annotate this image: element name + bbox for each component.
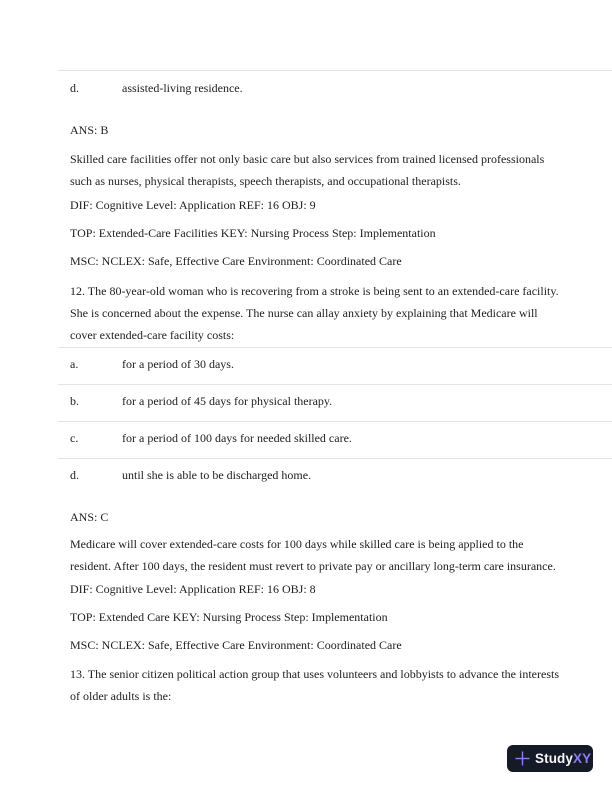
logo-text bbox=[535, 751, 591, 766]
dif-line: DIF: Cognitive Level: Application REF: 16 OBJ: 9 bbox=[70, 198, 316, 212]
answer-label: ANS: B bbox=[70, 123, 109, 137]
logo-text-primary: Study bbox=[535, 751, 574, 766]
answer-option-row bbox=[58, 384, 612, 421]
option-text: for a period of 100 days for needed skilled care. bbox=[122, 431, 352, 445]
answer-label: ANS: C bbox=[70, 510, 109, 524]
answer-option-row bbox=[58, 70, 612, 96]
answer-option-row bbox=[58, 458, 612, 495]
option-letter: a. bbox=[70, 357, 79, 371]
option-letter: b. bbox=[70, 394, 79, 408]
top-line: TOP: Extended Care KEY: Nursing Process Step: Implementation bbox=[70, 610, 388, 624]
rationale-text: Medicare will cover extended-care costs for 100 days while skilled care is being applied to the resident. After 100 days, the resident must revert to private pay or ancillary long-term care insurance. bbox=[70, 537, 556, 573]
option-text: for a period of 30 days. bbox=[122, 357, 234, 371]
question-11-options-table bbox=[58, 70, 612, 96]
plus-icon bbox=[515, 751, 530, 766]
option-text: for a period of 45 days for physical therapy. bbox=[122, 394, 333, 408]
option-letter: d. bbox=[70, 81, 79, 95]
question-stem: 12. The 80-year-old woman who is recovering from a stroke is being sent to an extended-care facility. She is concerned about the expense. The nurse can allay anxiety by explaining that Medicare will cover extended-care facility costs: bbox=[70, 284, 559, 342]
option-letter: d. bbox=[70, 468, 79, 482]
msc-line: MSC: NCLEX: Safe, Effective Care Environment: Coordinated Care bbox=[70, 638, 402, 652]
answer-option-row bbox=[58, 421, 612, 458]
msc-line: MSC: NCLEX: Safe, Effective Care Environment: Coordinated Care bbox=[70, 254, 402, 268]
logo-text-accent: XY bbox=[573, 751, 592, 766]
studyxy-logo-badge[interactable] bbox=[507, 745, 593, 772]
option-text: until she is able to be discharged home. bbox=[122, 468, 312, 482]
option-text: assisted-living residence. bbox=[122, 81, 243, 95]
question-12-options-table bbox=[58, 347, 612, 495]
answer-option-row bbox=[58, 347, 612, 384]
option-letter: c. bbox=[70, 431, 79, 445]
dif-line: DIF: Cognitive Level: Application REF: 16 OBJ: 8 bbox=[70, 582, 316, 596]
rationale-text: Skilled care facilities offer not only basic care but also services from trained licensed professionals such as nurses, physical therapists, speech therapists, and occupational therapists. bbox=[70, 152, 545, 188]
question-stem: 13. The senior citizen political action group that uses volunteers and lobbyists to advance the interests of older adults is the: bbox=[70, 667, 559, 703]
top-line: TOP: Extended-Care Facilities KEY: Nursing Process Step: Implementation bbox=[70, 226, 436, 240]
